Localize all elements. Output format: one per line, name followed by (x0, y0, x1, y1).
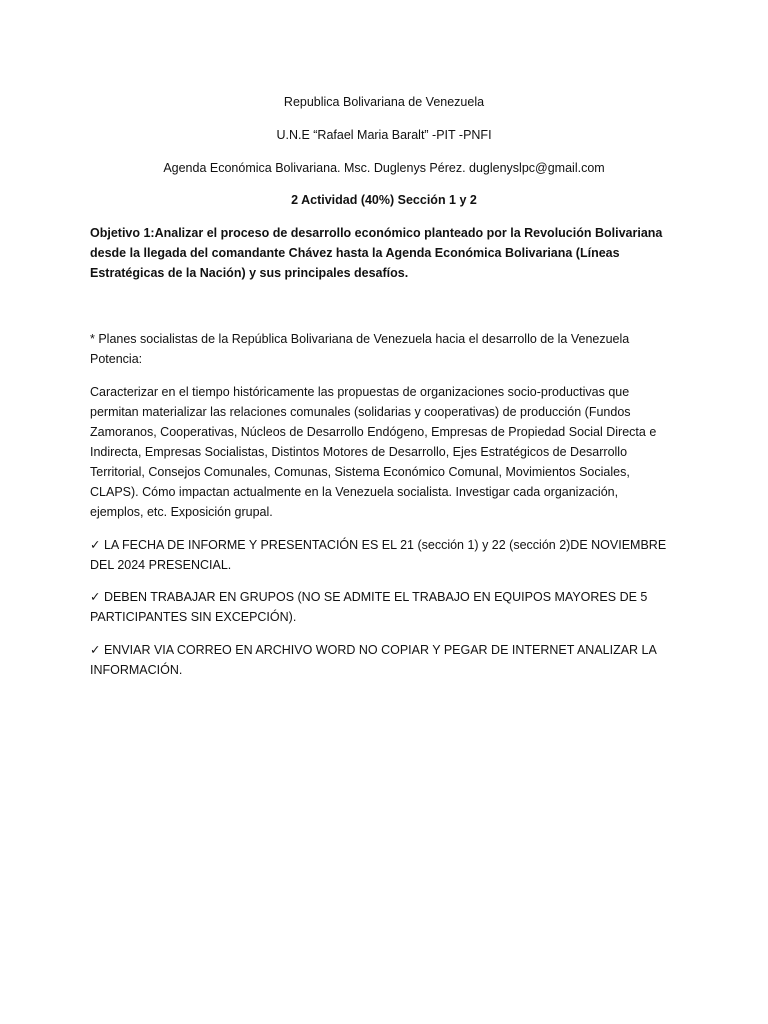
note-submission: ✓ ENVIAR VIA CORREO EN ARCHIVO WORD NO COPIAR Y PEGAR DE INTERNET ANALIZAR LA INFORMACIÓN. (90, 643, 657, 677)
description-paragraph: Caracterizar en el tiempo históricamente las propuestas de organizaciones socio-productivas que permitan materializar las relaciones comunales (solidarias y cooperativas) de producción (Fundos Zamoranos, Cooperativas, Núcleos de Desarrollo Endógeno, Empresas de Propiedad Social Directa e Indirecta, Empresas Socialistas, Distintos Motores de Desarrollo, Ejes Estratégicos de Desarrollo Territorial, Consejos Comunales, Comunas, Sistema Económico Comunal, Movimientos Sociales, CLAPS). Cómo impactan actualmente en la Venezuela socialista. Investigar cada organización, ejemplos, etc. Exposición grupal. (90, 385, 657, 519)
plans-paragraph: * Planes socialistas de la República Bolivariana de Venezuela hacia el desarrollo de la Venezuela Potencia: (90, 332, 630, 366)
course-and-contact: Agenda Económica Bolivariana. Msc. Duglenys Pérez. duglenyslpc@gmail.com (163, 161, 605, 175)
activity-title: 2 Actividad (40%) Sección 1 y 2 (291, 193, 477, 207)
note-deadline: ✓ LA FECHA DE INFORME Y PRESENTACIÓN ES EL 21 (sección 1) y 22 (sección 2)DE NOVIEMBRE DEL 2024 PRESENCIAL. (90, 538, 667, 572)
note-groups: ✓ DEBEN TRABAJAR EN GRUPOS (NO SE ADMITE EL TRABAJO EN EQUIPOS MAYORES DE 5 PARTICIPANTES SIN EXCEPCIÓN). (90, 590, 648, 624)
university-name: U.N.E “Rafael Maria Baralt” -PIT -PNFI (276, 128, 492, 142)
objective-paragraph: Objetivo 1:Analizar el proceso de desarrollo económico planteado por la Revolución Bolivariana desde la llegada del comandante Chávez hasta la Agenda Económica Bolivariana (Líneas Estratégicas de la Nación) y sus principales desafíos. (90, 226, 663, 280)
institution-title: Republica Bolivariana de Venezuela (283, 95, 485, 109)
